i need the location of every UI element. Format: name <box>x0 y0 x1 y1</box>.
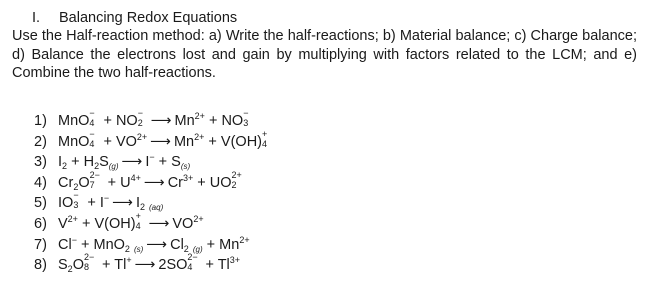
equation-8: 8) $S_2O$ 2− 8 + Tl+ ⟶ 2SO 2− 4 + $Tl^{3+}$ <box>34 252 241 275</box>
equation-3: 3) $I_2 + H_2S_{(g)}$ ⟶ $I^- + S_{(s)}$ <box>34 152 191 172</box>
equation-6: 6) $V^{2+} + V(OH)$ + 4 ⟶ $VO^{2+}$ <box>34 210 204 232</box>
reaction-arrow: ⟶ <box>112 195 133 212</box>
equation-1: 1) MnO − 4 + NO − 2 ⟶ $Mn^{2+}$ + NO − 3 <box>34 108 249 129</box>
reaction-arrow: ⟶ <box>121 154 143 171</box>
equation-list <box>34 108 272 276</box>
instructions-paragraph: Use the Half-reaction method: a) Write the half-reactions; b) Material balance; c) Charge balance; d) Balance the electrons lost and gain by multiplying with factors related to the LCM; and e) Combine the two half-reactions. <box>12 28 637 81</box>
reaction-arrow: ⟶ <box>150 133 171 150</box>
reaction-arrow: ⟶ <box>150 113 172 129</box>
equation-2: 2) MnO − 4 + $VO^{2+}$ ⟶ $Mn^{2+} + V(OH)$ + 4 <box>34 128 268 150</box>
section-heading <box>32 9 237 27</box>
reaction-arrow: ⟶ <box>146 236 168 253</box>
reaction-arrow: ⟶ <box>143 174 165 191</box>
equation-4: 4) $Cr_2O$ 2− 7 + $U^{4+}$ ⟶ $Cr^{3+}$ + UO 2+ 2 <box>34 169 242 192</box>
reaction-arrow: ⟶ <box>134 257 156 274</box>
equation-7: 7) Cl− + MnO$_2$ $_{(s)}$ ⟶ $Cl_2$ $_{(g)} + Mn^{2+}$ <box>34 234 250 254</box>
equation-5: 5) IO − 3 + I− ⟶ $I_2$ $_{(aq)}$ <box>34 190 164 213</box>
section-number: I. <box>32 10 41 26</box>
section-title: Balancing Redox Equations <box>59 10 238 26</box>
reaction-arrow: ⟶ <box>148 215 170 232</box>
